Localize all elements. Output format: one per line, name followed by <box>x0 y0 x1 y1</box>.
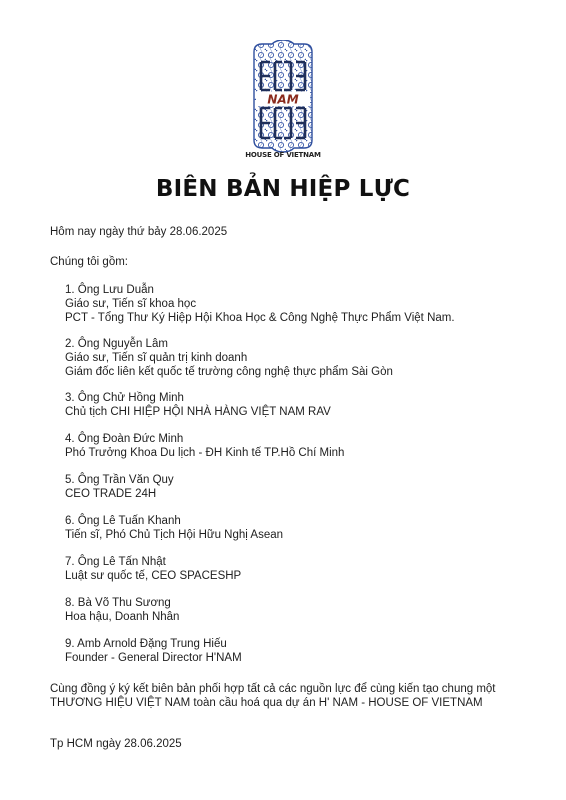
closing-date: Tp HCM ngày 28.06.2025 <box>50 738 182 750</box>
member-name: 5. Ông Trần Văn Quy <box>65 474 174 486</box>
member-role: Giáo sư, Tiến sĩ khoa học <box>65 298 197 310</box>
agreement-paragraph: Cùng đồng ý ký kết biên bản phối hợp tất cả các nguồn lực để cùng kiến tạo chung một THƯƠNG HIỆU VIỆT NAM toàn cầu hoá qua dự án H' NAM - HOUSE OF VIETNAM <box>50 683 496 709</box>
member-role: Hoa hậu, Doanh Nhân <box>65 611 180 623</box>
house-of-vietnam-logo <box>246 40 320 164</box>
logo-caption: HOUSE OF VIETNAM <box>245 151 321 159</box>
member-role: Giáo sư, Tiến sĩ quản trị kinh doanh <box>65 352 248 364</box>
member-role: Phó Trưởng Khoa Du lịch - ĐH Kinh tế TP.Hồ Chí Minh <box>65 447 345 459</box>
member-name: 9. Amb Arnold Đặng Trung Hiếu <box>65 638 227 650</box>
member-name: 2. Ông Nguyễn Lâm <box>65 338 168 350</box>
intro-date: Hôm nay ngày thứ bảy 28.06.2025 <box>50 226 228 238</box>
member-name: 7. Ông Lê Tấn Nhật <box>65 556 166 568</box>
members-heading: Chúng tôi gồm: <box>50 256 128 268</box>
member-role: Tiến sĩ, Phó Chủ Tịch Hội Hữu Nghị Asean <box>65 529 284 541</box>
member-name: 1. Ông Lưu Duẫn <box>65 284 154 296</box>
member-name: 3. Ông Chử Hồng Minh <box>65 392 184 404</box>
member-role: Chủ tịch CHI HIỆP HỘI NHÀ HÀNG VIỆT NAM RAV <box>65 406 331 418</box>
member-role: Giám đốc liên kết quốc tế trường công nghệ thực phẩm Sài Gòn <box>65 366 393 378</box>
member-role: CEO TRADE 24H <box>65 488 157 500</box>
member-name: 8. Bà Võ Thu Sương <box>65 597 171 609</box>
member-role: Luật sư quốc tế, CEO SPACESHP <box>65 570 242 582</box>
member-role: PCT - Tổng Thư Ký Hiệp Hội Khoa Học & Công Nghệ Thực Phẩm Việt Nam. <box>65 312 455 324</box>
logo-nam-word: NAM <box>267 92 299 107</box>
member-name: 6. Ông Lê Tuấn Khanh <box>65 515 181 527</box>
member-name: 4. Ông Đoàn Đức Minh <box>65 433 184 445</box>
member-role: Founder - General Director H'NAM <box>65 652 242 664</box>
document-title: BIÊN BẢN HIỆP LỰC <box>155 176 411 202</box>
